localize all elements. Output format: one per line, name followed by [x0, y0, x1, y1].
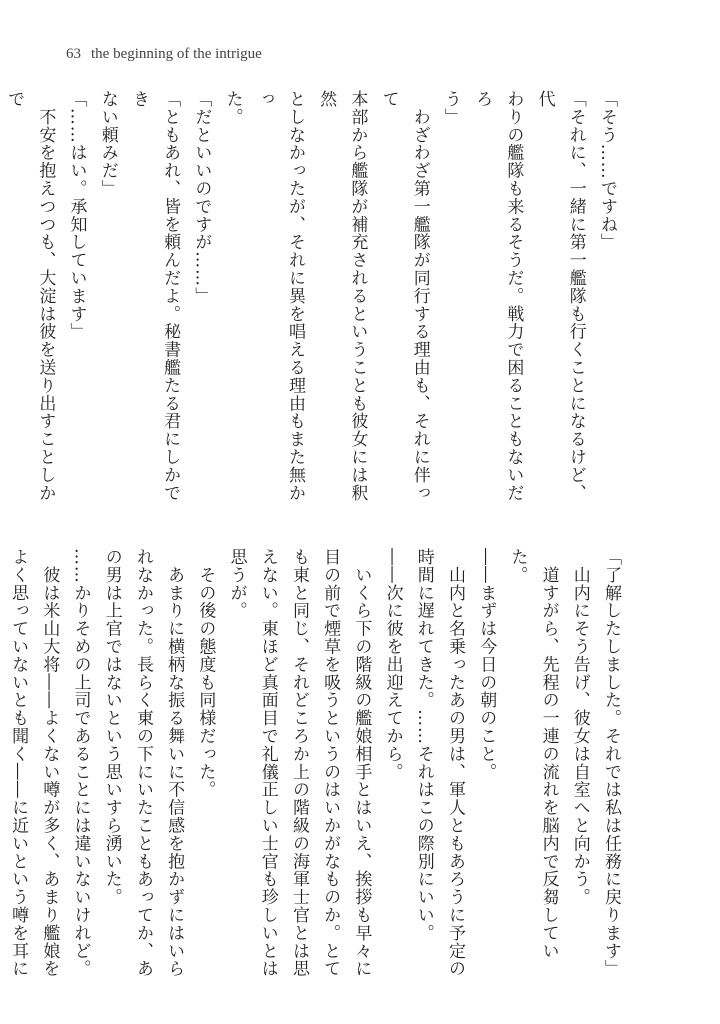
text-line: 「……はい。承知しています」	[66, 90, 87, 341]
text-line: 彼は米山大将――よくない噂が多く、あまり艦娘を	[39, 548, 60, 978]
lower-text-block	[0, 548, 626, 978]
text-line: の男は上官ではないという思いすら湧いた。	[101, 548, 122, 906]
text-line: ――次に彼を出迎えてから。	[382, 548, 403, 781]
text-line: いくら下の階級の艦娘相手とはいえ、挨拶も早々に	[351, 548, 372, 978]
text-line: えない。東ほど真面目で礼儀正しい士官も珍しいとは	[257, 548, 278, 978]
text-line: 「それに、一緒に第一艦隊も行くことになるけど、代	[534, 90, 586, 502]
text-line: も東と同じ、それどころか上の階級の海軍士官とは思	[288, 548, 309, 978]
text-line: ……かりそめの上司であることには違いないけれど。	[70, 548, 91, 978]
text-line: わざわざ第一艦隊が同行する理由も、それに伴って	[378, 90, 430, 502]
text-line: 本部から艦隊が補充されるということも彼女には釈然	[316, 90, 368, 502]
text-line: う」	[440, 90, 461, 126]
text-line: 「ともあれ、皆を頼んだよ。秘書艦たる君にしかでき	[128, 90, 181, 502]
text-line: 不安を抱えつつも、大淀は彼を送り出すことしかで	[4, 90, 56, 502]
text-line: 「だといいのですが……」	[191, 90, 212, 305]
text-line: 目の前で煙草を吸うというのはいかがなものか。とて	[320, 548, 341, 978]
text-line: わりの艦隊も来るそうだ。戦力で困ることもないだろ	[472, 90, 524, 502]
text-line: 「そう……ですね」	[597, 90, 617, 252]
text-line: 山内と名乗ったあの男は、軍人ともあろうに予定の	[444, 548, 465, 978]
page-number: 63	[66, 46, 81, 62]
text-line: 山内にそう告げ、彼女は自室へと向かう。	[569, 548, 590, 906]
upper-text-block	[0, 90, 622, 510]
text-line: た。	[222, 90, 243, 126]
text-line	[0, 548, 2, 978]
text-line: 時間に遅れてきた。……それはこの際別にいい。	[413, 548, 434, 942]
text-line: 「了解したしました。それでは私は任務に戻ります」	[601, 548, 621, 978]
text-line: よく思っていないとも聞く――に近いという噂を耳に	[8, 548, 29, 978]
text-line: れなかった。長らく東の下にいたこともあってか、あ	[132, 548, 153, 978]
text-line: あまりに横柄な振る舞いに不信感を抱かずにはいら	[164, 548, 185, 978]
text-line: としなかったが、それに異を唱える理由もまた無かっ	[253, 90, 305, 502]
text-line: 思うが。	[226, 548, 247, 620]
running-header	[66, 46, 262, 63]
text-line: ない頼みだ」	[97, 90, 118, 198]
chapter-title: the beginning of the intrigue	[91, 46, 262, 62]
text-line: その後の態度も同様だった。	[195, 548, 216, 799]
text-line: ――まずは今日の朝のこと。	[476, 548, 497, 781]
text-line: 道すがら、先程の一連の流れを脳内で反芻していた。	[507, 548, 559, 960]
